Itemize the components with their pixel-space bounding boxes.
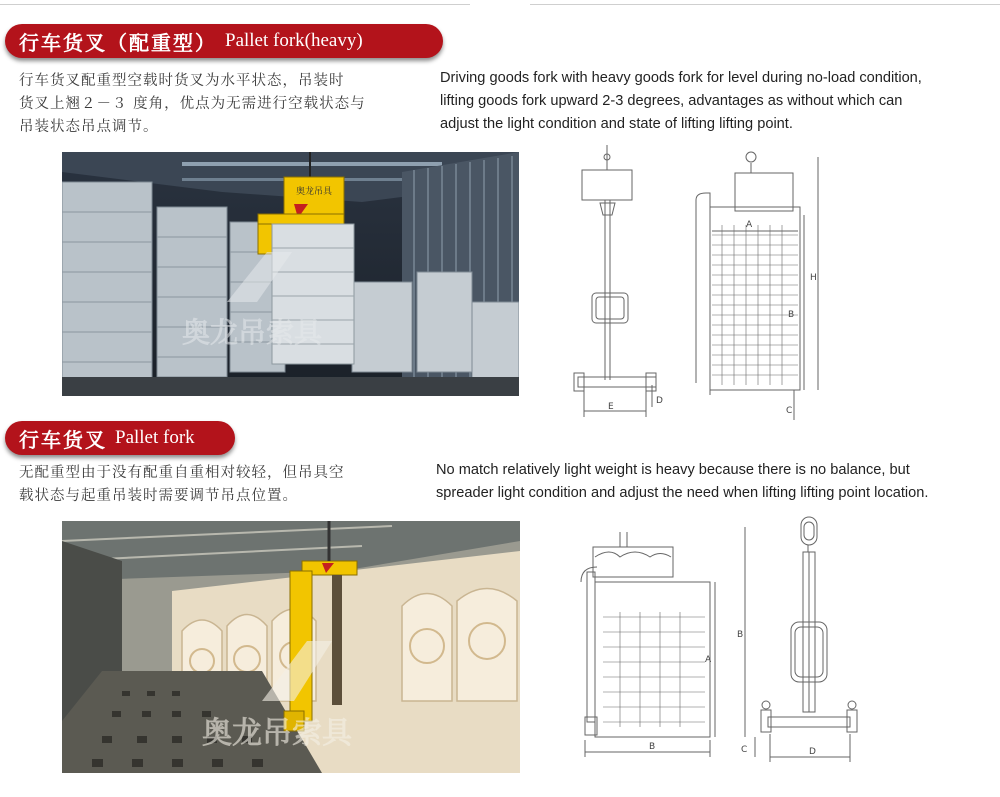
- heavy-dim-D: D: [656, 396, 663, 406]
- heavy-dim-E: E: [608, 402, 614, 412]
- heavy-fork-title-en: Pallet fork(heavy): [225, 30, 363, 51]
- heavy-desc-cn-line-2: 货叉上翘２－３ 度角，优点为无需进行空载状态与: [19, 96, 366, 112]
- heavy-desc-en-line-2: lifting goods fork upward 2-3 degrees, advantages as without which can: [440, 93, 903, 109]
- heavy-desc-cn-line-1: 行车货叉配重型空载时货叉为水平状态，吊装时: [19, 73, 345, 89]
- light-dim-H: B: [737, 630, 744, 640]
- heavy-fork-title-banner: [5, 24, 443, 58]
- top-rule-left: [0, 4, 470, 5]
- heavy-desc-cn-line-3: 吊装状态吊点调节。: [19, 119, 159, 135]
- heavy-fork-desc-cn: [19, 70, 419, 139]
- heavy-fork-desc-en: [440, 67, 1000, 136]
- heavy-desc-en-line-3: adjust the light condition and state of lifting lifting point.: [440, 116, 793, 132]
- light-fork-desc-en: [436, 459, 1000, 505]
- light-desc-en-line-2: spreader light condition and adjust the need when lifting lifting point location.: [436, 485, 929, 501]
- light-fork-desc-cn: [19, 462, 419, 508]
- heavy-fork-photo: [62, 152, 519, 396]
- light-fork-photo: [62, 521, 520, 773]
- light-desc-en-line-1: No match relatively light weight is heavy because there is no balance, but: [436, 462, 910, 478]
- heavy-dim-H: H: [810, 273, 817, 283]
- heavy-dim-C: C: [786, 406, 793, 416]
- heavy-fork-title-cn: 行车货叉（配重型）: [19, 30, 217, 55]
- heavy-photo-sign-text: 奥龙吊具: [295, 187, 333, 197]
- light-fork-title-en: Pallet fork: [115, 427, 195, 448]
- light-fork-title-cn: 行车货叉: [19, 427, 107, 452]
- light-fork-title-banner: [5, 421, 235, 455]
- light-dim-C: C: [741, 745, 748, 755]
- top-rule-right: [530, 4, 1000, 5]
- heavy-dim-B: B: [788, 310, 795, 320]
- light-dim-D: D: [809, 747, 816, 757]
- light-desc-cn-line-1: 无配重型由于没有配重自重相对较轻，但吊具空: [19, 465, 345, 481]
- light-fork-diagram: [565, 512, 895, 790]
- light-photo-watermark: 奥龙吊索具: [202, 716, 352, 751]
- heavy-fork-diagram: [560, 145, 840, 425]
- light-desc-cn-line-2: 载状态与起重吊装时需要调节吊点位置。: [19, 488, 298, 504]
- heavy-dim-A: A: [746, 220, 753, 230]
- light-dim-A: A: [705, 655, 712, 665]
- heavy-desc-en-line-1: Driving goods fork with heavy goods fork for level during no-load condition,: [440, 70, 922, 86]
- heavy-photo-watermark: 奥龙吊索具: [182, 316, 323, 349]
- light-dim-B: B: [649, 742, 656, 752]
